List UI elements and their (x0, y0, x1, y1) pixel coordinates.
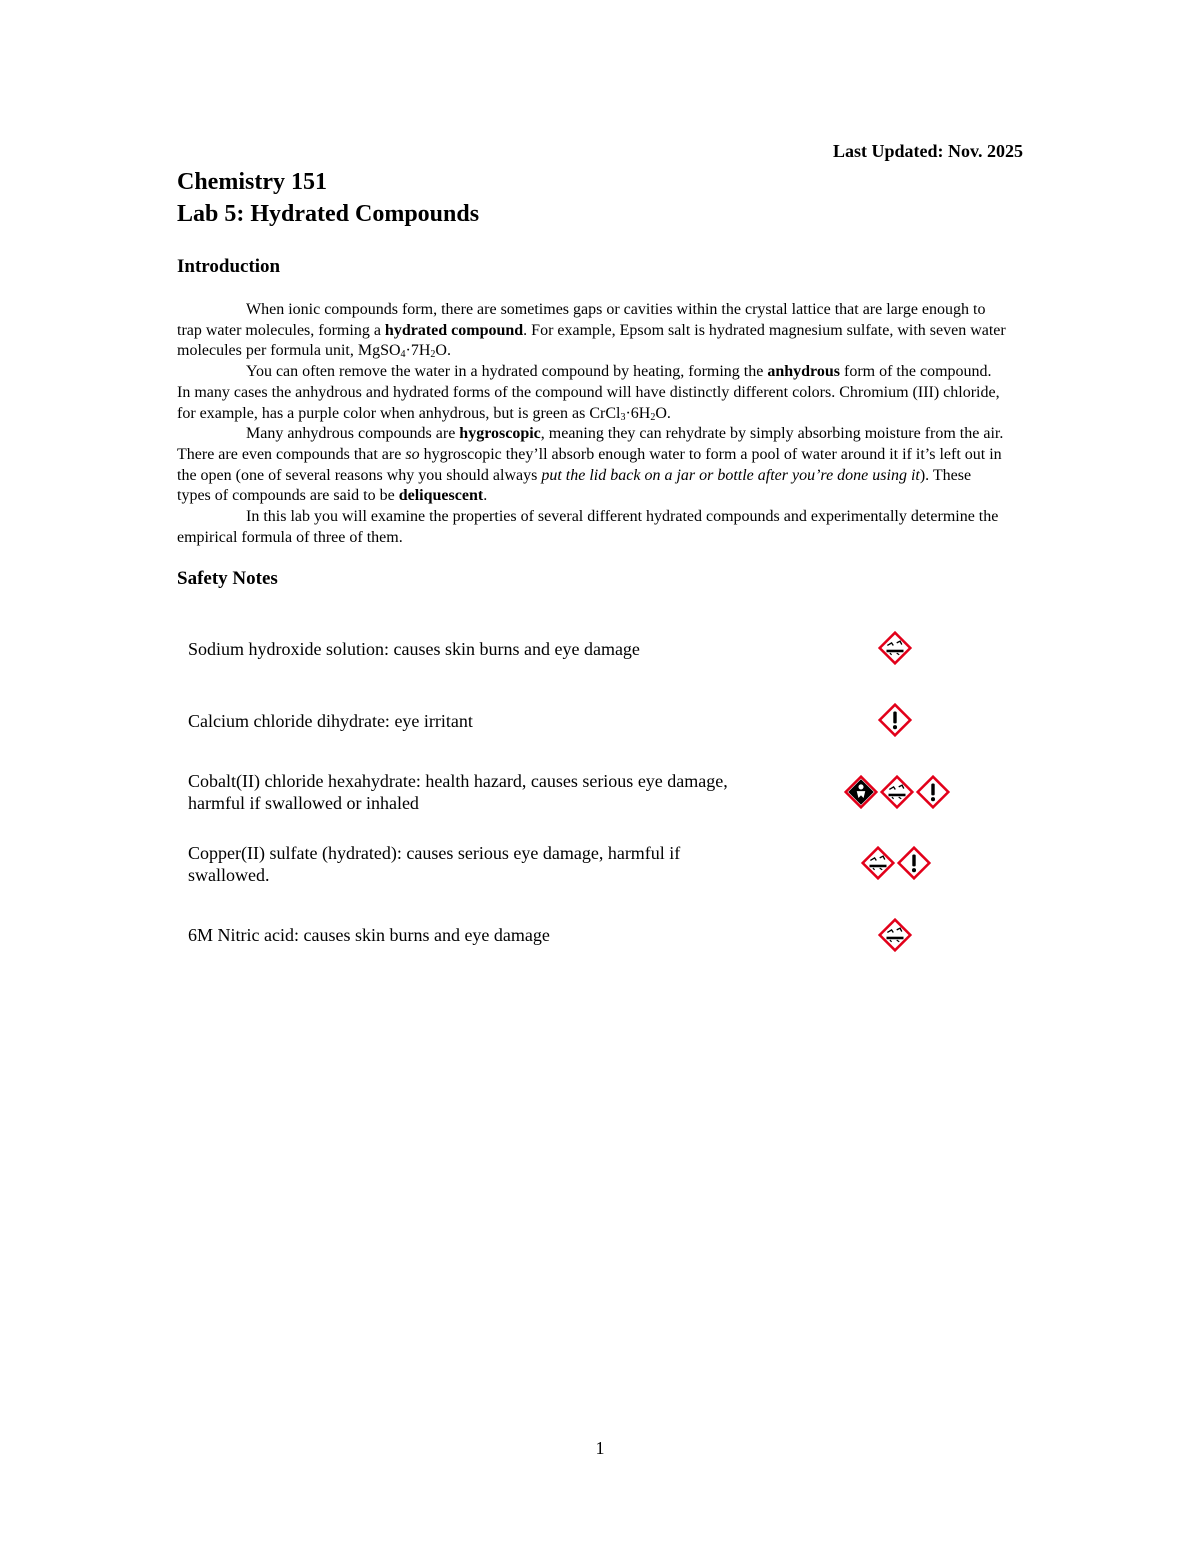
page-number: 1 (595, 1438, 605, 1458)
exclamation-icon (916, 775, 950, 809)
hazard-pictograms (844, 775, 950, 809)
lab-title: Lab 5: Hydrated Compounds (177, 201, 480, 227)
health-hazard-icon (844, 775, 878, 809)
hazard-pictograms (878, 918, 912, 952)
intro-paragraph-3: Many anhydrous compounds are hygroscopic, meaning they can rehydrate by simply absorbing moisture from the air. There are even compounds that are so hygroscopic they’ll absorb enough water to form a pool of water around it if it’s left out in the open (one of several reasons why you should always put the lid back on a jar or bottle after you’re done using it). These types of compounds are said to be deliquescent. (177, 425, 1004, 505)
corrosive-icon (878, 918, 912, 952)
course-title: Chemistry 151 (177, 169, 327, 195)
introduction-heading: Introduction (177, 256, 281, 277)
hazard-text: Cobalt(II) chloride hexahydrate: health hazard, causes serious eye damage, harmful if swallowed or inhaled (188, 771, 728, 813)
intro-paragraph-2: You can often remove the water in a hydrated compound by heating, forming the anhydrous form of the compound. In many cases the anhydrous and hydrated forms of the compound will have distinctly different colors. Chromium (III) chloride, for example, has a purple color when anhydrous, but is green as $CrCl_3\cdot 6H_2O$. (177, 363, 1000, 423)
hazard-pictograms (878, 703, 912, 737)
introduction-body (177, 300, 1007, 548)
corrosive-icon (861, 846, 895, 880)
intro-paragraph-4: In this lab you will examine the properties of several different hydrated compounds and experimentally determine the empirical formula of three of them. (177, 508, 999, 546)
hazard-text: Sodium hydroxide solution: causes skin burns and eye damage (188, 639, 640, 659)
hazard-text: 6M Nitric acid: causes skin burns and eye damage (188, 925, 550, 945)
hazard-text: Copper(II) sulfate (hydrated): causes serious eye damage, harmful if swallowed. (188, 843, 681, 885)
intro-paragraph-1: When ionic compounds form, there are sometimes gaps or cavities within the crystal lattice that are large enough to trap water molecules, forming a hydrated compound. For example, Epsom salt is hydrated magnesium sulfate, with seven water molecules per formula unit, $MgSO_4\cdot 7H_2O$. (177, 301, 1006, 361)
hazard-text: Calcium chloride dihydrate: eye irritant (188, 711, 473, 731)
last-updated: Last Updated: Nov. 2025 (832, 141, 1023, 161)
hazard-pictograms (878, 631, 912, 665)
safety-heading: Safety Notes (177, 568, 278, 589)
hazard-pictograms (861, 846, 931, 880)
corrosive-icon (880, 775, 914, 809)
corrosive-icon (878, 631, 912, 665)
exclamation-icon (897, 846, 931, 880)
exclamation-icon (878, 703, 912, 737)
